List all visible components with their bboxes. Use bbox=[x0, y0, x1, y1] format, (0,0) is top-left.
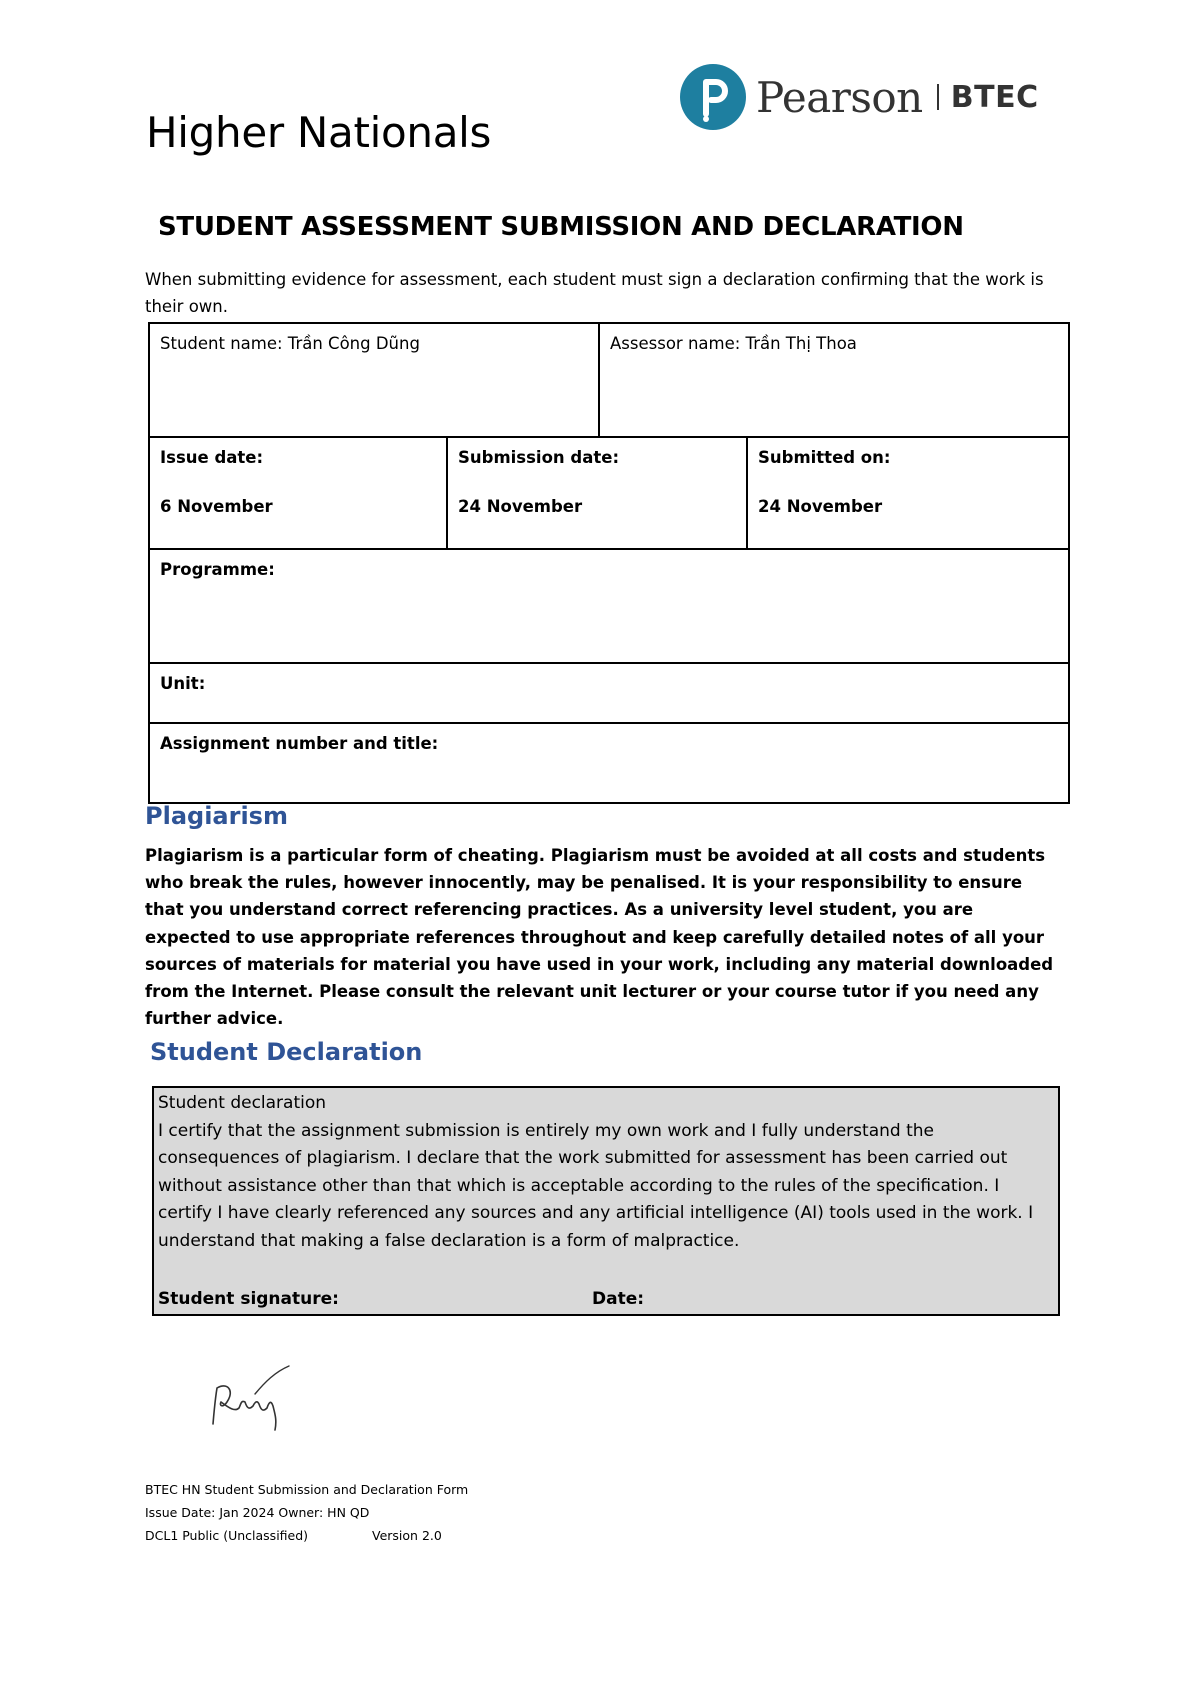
unit-field[interactable] bbox=[148, 662, 1070, 724]
logo-divider bbox=[937, 84, 939, 110]
plagiarism-text: Plagiarism is a particular form of cheating. Plagiarism must be avoided at all costs and students who break the rules, however innocently, may be penalised. It is your responsibility to ensure that you understand correct referencing practices. As a university level student, you are expected to use appropriate references throughout and keep carefully detailed notes of all your sources of materials for material you have used in your work, including any material downloaded from the Internet. Please consult the relevant unit lecturer or your course tutor if you need any further advice. bbox=[145, 846, 1054, 1029]
footer-classification: DCL1 Public (Unclassified) bbox=[145, 1528, 309, 1543]
footer-version: Version 2.0 bbox=[372, 1528, 442, 1543]
submission-date-value: 24 November bbox=[458, 497, 583, 516]
page-title: Higher Nationals bbox=[146, 108, 492, 157]
declaration-heading: Student Declaration bbox=[150, 1038, 423, 1066]
footer-form-name: BTEC HN Student Submission and Declaration Form bbox=[145, 1482, 469, 1497]
programme-field[interactable] bbox=[148, 548, 1070, 664]
assessor-name-field[interactable] bbox=[598, 322, 1070, 438]
submission-date-field[interactable] bbox=[446, 436, 748, 550]
assignment-label: Assignment number and title: bbox=[160, 734, 439, 753]
student-name-label: Student name: Trần Công Dũng bbox=[160, 334, 420, 353]
issue-date-field[interactable] bbox=[148, 436, 448, 550]
date-label: Date: bbox=[592, 1289, 645, 1309]
declaration-box-title: Student declaration bbox=[158, 1093, 327, 1113]
plagiarism-heading: Plagiarism bbox=[145, 802, 288, 830]
assessor-name-label: Assessor name: Trần Thị Thoa bbox=[610, 334, 857, 353]
assignment-field[interactable] bbox=[148, 722, 1070, 804]
submitted-on-field[interactable] bbox=[746, 436, 1070, 550]
pearson-btec-logo bbox=[680, 64, 1039, 130]
pearson-logo-icon bbox=[680, 64, 746, 130]
submission-date-label: Submission date: bbox=[458, 448, 620, 467]
declaration-box bbox=[152, 1086, 1060, 1316]
form-title: STUDENT ASSESSMENT SUBMISSION AND DECLARATION bbox=[158, 212, 964, 242]
student-name-field[interactable] bbox=[148, 322, 600, 438]
signature-row bbox=[158, 1286, 1038, 1314]
signature-label: Student signature: bbox=[158, 1289, 339, 1309]
footer-issue-owner: Issue Date: Jan 2024 Owner: HN QD bbox=[145, 1505, 370, 1520]
pearson-wordmark: Pearson bbox=[756, 72, 923, 122]
btec-wordmark: BTEC bbox=[950, 79, 1039, 115]
intro-text: When submitting evidence for assessment, each student must sign a declaration confirming that the work is their own. bbox=[145, 270, 1044, 316]
issue-date-label: Issue date: bbox=[160, 448, 264, 467]
submitted-on-label: Submitted on: bbox=[758, 448, 891, 467]
unit-label: Unit: bbox=[160, 674, 206, 693]
declaration-text: I certify that the assignment submission is entirely my own work and I fully understand the consequences of plagiarism. I declare that the work submitted for assessment has been carried out without assistance other than that which is acceptable according to the rules of the specification. I certify I have clearly referenced any sources and any artificial intelligence (AI) tools used in the work. I understand that making a false declaration is a form of malpractice. bbox=[158, 1120, 1034, 1251]
signature-image bbox=[205, 1360, 305, 1440]
issue-date-value: 6 November bbox=[160, 497, 273, 516]
submitted-on-value: 24 November bbox=[758, 497, 883, 516]
programme-label: Programme: bbox=[160, 560, 275, 579]
